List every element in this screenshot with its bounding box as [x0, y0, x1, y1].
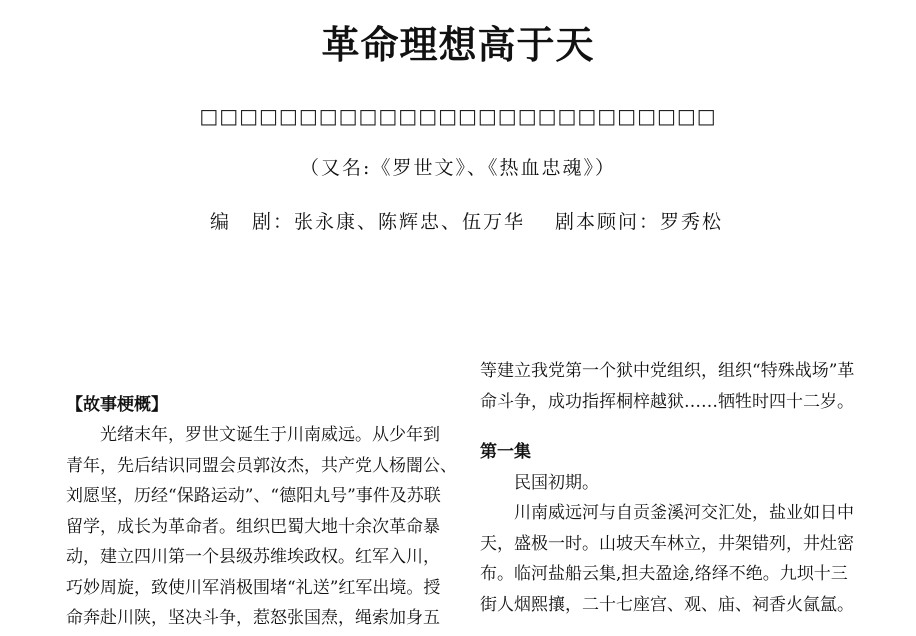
episode-line: 街人烟熙攘，二十七座宫、观、庙、祠香火氤氲。 [480, 594, 854, 615]
synopsis-heading: 【故事梗概】 [66, 395, 168, 415]
synopsis-paragraph [66, 420, 457, 634]
advisor-name: 罗秀松 [660, 211, 724, 233]
episode-paragraph [480, 468, 860, 621]
synopsis-line: 巧妙周旋，致使川军消极围堵“礼送”红军出境。授 [66, 577, 441, 598]
episode-line: 民国初期。 [480, 472, 599, 493]
document-title: 革命理想高于天 [321, 22, 595, 67]
synopsis-line: 青年，先后结识同盟会员郭汝杰，共产党人杨闇公、 [66, 455, 457, 476]
writers-label: 编 剧： [210, 211, 295, 233]
synopsis-line: 留学，成长为革命者。组织巴蜀大地十余次革命暴 [66, 516, 440, 537]
episode-line: 布。临河盐船云集,担夫盈途,络绎不绝。九坝十三 [480, 564, 848, 584]
advisor-label: 剧本顾问： [555, 211, 661, 233]
credits-line [210, 207, 810, 234]
synopsis-line: 命奔赴川陕，坚决斗争，惹怒张国焘，绳索加身五 [66, 608, 440, 628]
continuation-line: 命斗争，成功指挥桐梓越狱……牺牲时四十二岁。 [480, 391, 854, 412]
writers-names: 张永康、陈辉忠、伍万华 [294, 211, 526, 233]
episode-line: 川南威远河与自贡釜溪河交汇处，盐业如日中 [480, 503, 854, 523]
continuation-line: 等建立我党第一个狱中党组织，组织“特殊战场”革 [480, 361, 855, 381]
episode-line: 天，盛极一时。山坡天车林立，井架错列，井灶密 [480, 533, 854, 554]
alternate-titles: （又名:《罗世文》、《热血忠魂》） [300, 157, 616, 179]
episode-heading: 第一集 [480, 442, 531, 462]
synopsis-line: 动，建立四川第一个县级苏维埃政权。红军入川， [66, 547, 440, 567]
placeholder-boxes: □□□□□□□□□□□□□□□□□□□□□□□□□□ [199, 104, 717, 128]
episode-column [480, 356, 860, 620]
synopsis-column [66, 390, 457, 634]
synopsis-line: 刘愿坚，历经“保路运动”、“德阳丸号”事件及苏联 [66, 486, 441, 506]
synopsis-line: 光绪末年，罗世文诞生于川南威远。从少年到 [66, 425, 440, 445]
synopsis-continuation [480, 356, 860, 417]
